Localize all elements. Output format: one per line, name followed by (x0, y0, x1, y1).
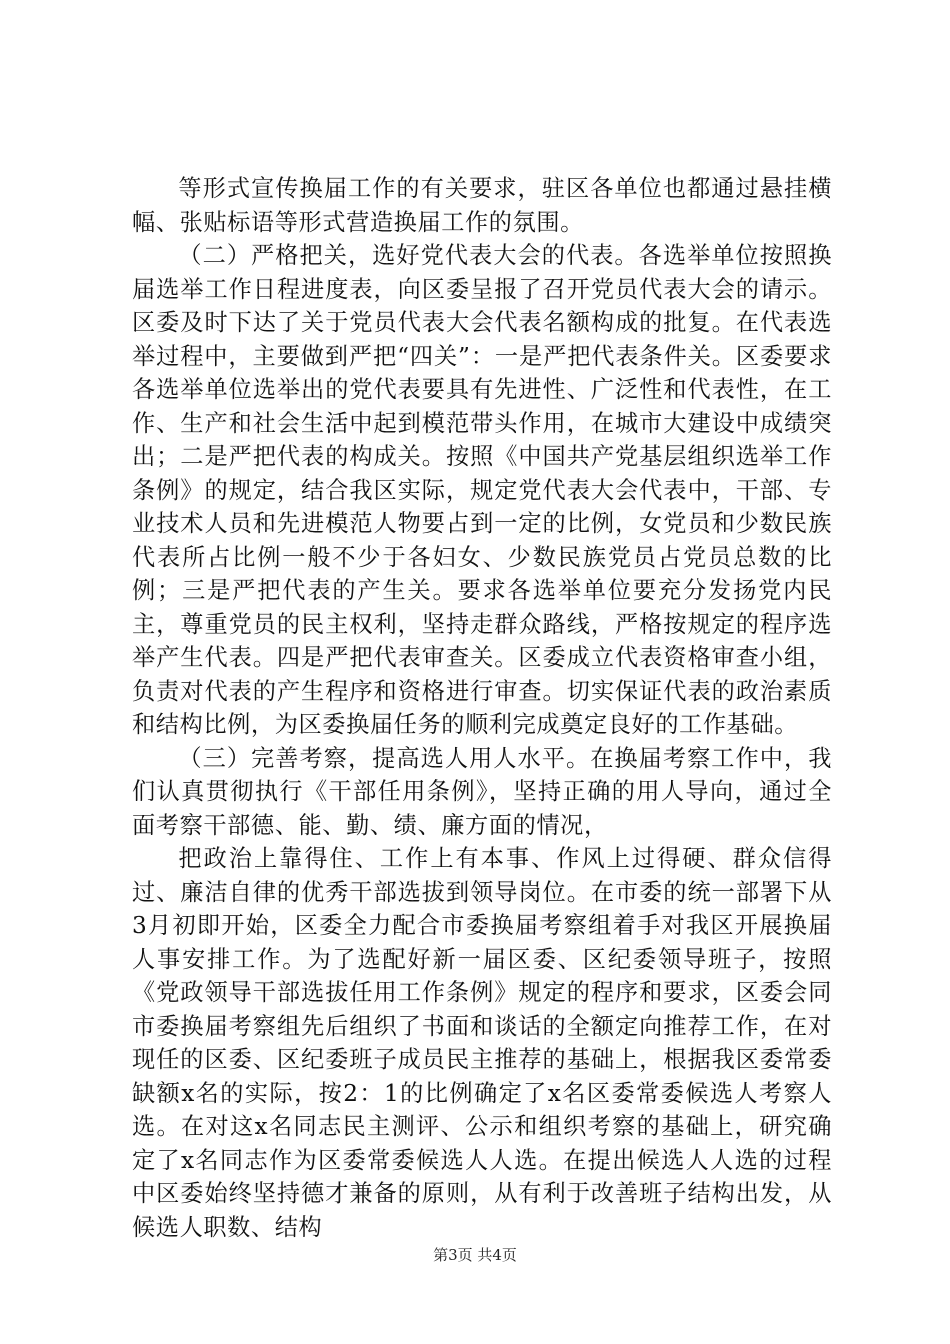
paragraph-3: （三）完善考察，提高选人用人水平。在换届考察工作中，我们认真贯彻执行《干部任用条例》，坚持正确的用人导向，通过全面考察干部德、能、勤、绩、廉方面的情况， (132, 744, 832, 839)
page-footer: 第3页 共4页 (433, 1246, 517, 1264)
paragraph-4: 把政治上靠得住、工作上有本事、作风上过得硬、群众信得过、廉洁自律的优秀干部选拔到领导岗位。在市委的统一部署下从3月初即开始，区委全力配合市委换届考察组着手对我区开展换届人事安排工作。为了选配好新一届区委、区纪委领导班子，按照《党政领导干部选拔任用工作条例》规定的程序和要求，区委会同市委换届考察组先后组织了书面和谈话的全额定向推荐工作，在对现任的区委、区纪委班子成员民主推荐的基础上，根据我区委常委缺额x名的实际，按2：1的比例确定了x名区委常委候选人考察人选。在对这x名同志民主测评、公示和组织考察的基础上，研究确定了x名同志作为区委常委候选人人选。在提出候选人人选的过程中区委始终坚持德才兼备的原则，从有利于改善班子结构出发，从候选人职数、结构 (132, 845, 832, 1241)
paragraph-2: （二）严格把关，选好党代表大会的代表。各选举单位按照换届选举工作日程进度表，向区委呈报了召开党员代表大会的请示。区委及时下达了关于党员代表大会代表名额构成的批复。在代表选举过程中，主要做到严把“四关”：一是严把代表条件关。区委要求各选举单位选举出的党代表要具有先进性、广泛性和代表性，在工作、生产和社会生活中起到模范带头作用，在城市大建设中成绩突出；二是严把代表的构成关。按照《中国共产党基层组织选举工作条例》的规定，结合我区实际，规定党代表大会代表中，干部、专业技术人员和先进模范人物要占到一定的比例，女党员和少数民族代表所占比例一般不少于各妇女、少数民族党员占党员总数的比例；三是严把代表的产生关。要求各选举单位要充分发扬党内民主，尊重党员的民主权利，坚持走群众路线，严格按规定的程序选举产生代表。四是严把代表审查关。区委成立代表资格审查小组，负责对代表的产生程序和资格进行审查。切实保证代表的政治素质和结构比例，为区委换届任务的顺利完成奠定良好的工作基础。 (132, 242, 832, 738)
paragraph-1: 等形式宣传换届工作的有关要求，驻区各单位也都通过悬挂横幅、张贴标语等形式营造换届工作的氛围。 (132, 175, 832, 236)
document-body (132, 172, 832, 1244)
